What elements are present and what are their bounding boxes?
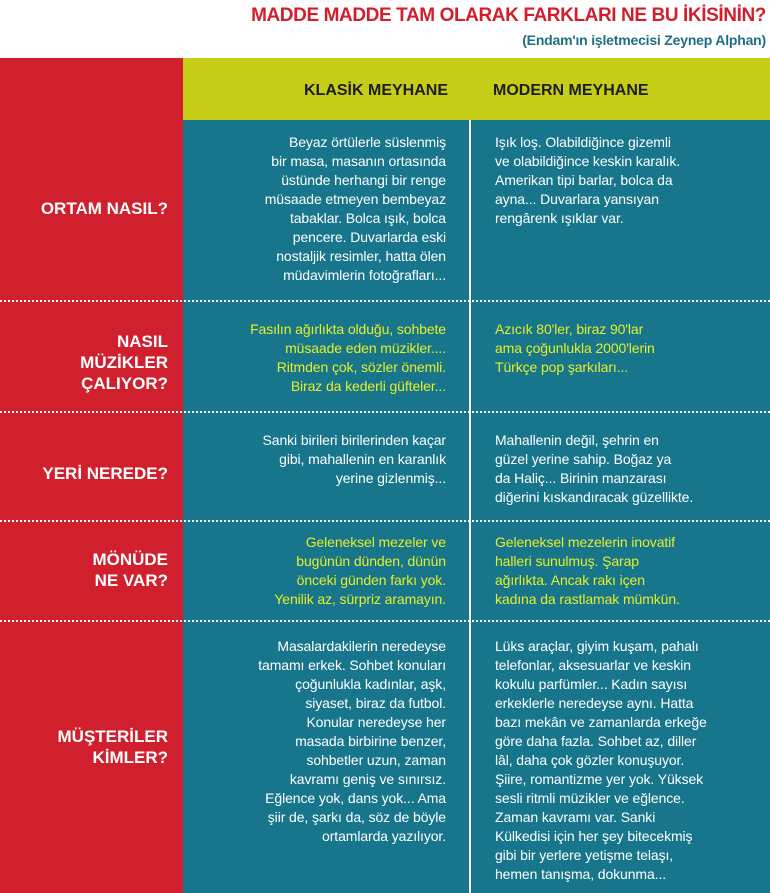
column-header-klasik: KLASİK MEYHANE	[303, 82, 448, 99]
row-separator	[0, 620, 770, 622]
row-separator	[0, 411, 770, 413]
cell-klasik-musteri: Masalardakilerin neredeyse tamamı erkek. Sohbet konuları çoğunlukla kadınlar, aşk, siyaset, biraz da futbol. Konular neredeyse her masada birbirine benzer, sohbetler uzun, zaman kavramı geniş ve sınırsız. Eğlence yok, dans yok... Ama şiir de, şarkı da, söz de böyle ortamlarda yazılıyor.	[258, 638, 446, 844]
cell-modern-ortam: Işık loş. Olabildiğince gizemli ve olabildiğince keskin karalık. Amerikan tipi barlar, bolca da ayna... Duvarlara yansıyan rengârenk ışıklar var.	[495, 134, 681, 226]
cell-modern-muzik: Azıcık 80'ler, biraz 90'lar ama çoğunlukla 2000'lerin Türkçe pop şarkıları...	[495, 321, 655, 375]
row-label-ortam: ORTAM NASIL?	[40, 199, 168, 218]
row-label-muzik: NASIL MÜZİKLER ÇALIYOR?	[80, 332, 168, 393]
cell-klasik-menu: Geleneksel mezeler ve bugünün dünden, dünün önceki günden farkı yok. Yenilik az, sürpriz aramayın.	[274, 534, 446, 607]
row-label-yer: YERİ NEREDE?	[42, 464, 168, 483]
header	[0, 0, 770, 58]
cell-modern-yer: Mahallenin değil, şehrin en güzel yerine sahip. Boğaz ya da Haliç... Birinin manzarası diğerini kıskandıracak güzellikte.	[495, 432, 694, 505]
cell-klasik-yer: Sanki birileri birilerinden kaçar gibi, mahallenin en karanlık yerine gizlenmiş...	[262, 432, 446, 486]
page-title: MADDE MADDE TAM OLARAK FARKLARI NE BU İKİSİNİN?	[251, 5, 766, 26]
row-separator	[0, 520, 770, 522]
cell-modern-musteri: Lüks araçlar, giyim kuşam, pahalı telefonlar, aksesuarlar ve keskin kokulu parfümler... Kadın sayısı erkeklerle neredeyse aynı. Hatta bazı mekân ve zamanlarda erkeğe göre daha fazla. Sohbet az, diller lâl, daha çok gözler konuşuyor. Şiire, romantizme yer yok. Yüksek sesli ritmli müzikler ve eğlence. Zaman kavramı var. Sanki Külkedisi için her şey bitecekmiş gibi bir yerlere yetişme telaşı, hemen tanışma, dokunma...	[495, 638, 707, 882]
column-divider	[469, 58, 471, 893]
row-label-menu: MÖNÜDE NE VAR?	[92, 550, 168, 590]
cell-modern-menu: Geleneksel mezelerin inovatif halleri sunulmuş. Şarap ağırlıkta. Ancak rakı içen kadına da rastlamak mümkün.	[495, 534, 680, 607]
row-separator	[0, 300, 770, 302]
page-subtitle: (Endam'ın işletmecisi Zeynep Alphan)	[522, 32, 766, 48]
cell-klasik-muzik: Fasılın ağırlıkta olduğu, sohbete müsaade eden müzikler.... Ritmden çok, sözler önemli. Biraz da kederli güfteler...	[250, 321, 446, 394]
cell-klasik-ortam: Beyaz örtülerle süslenmiş bir masa, masanın ortasında üstünde herhangi bir renge müsaade etmeyen bembeyaz tabaklar. Bolca ışık, bolca pencere. Duvarlarda eski nostaljik resimler, hatta ölen müdavimlerin fotoğrafları...	[264, 134, 446, 283]
row-label-musteri: MÜŞTERİLER KİMLER?	[57, 727, 168, 767]
column-header-modern: MODERN MEYHANE	[493, 82, 649, 99]
